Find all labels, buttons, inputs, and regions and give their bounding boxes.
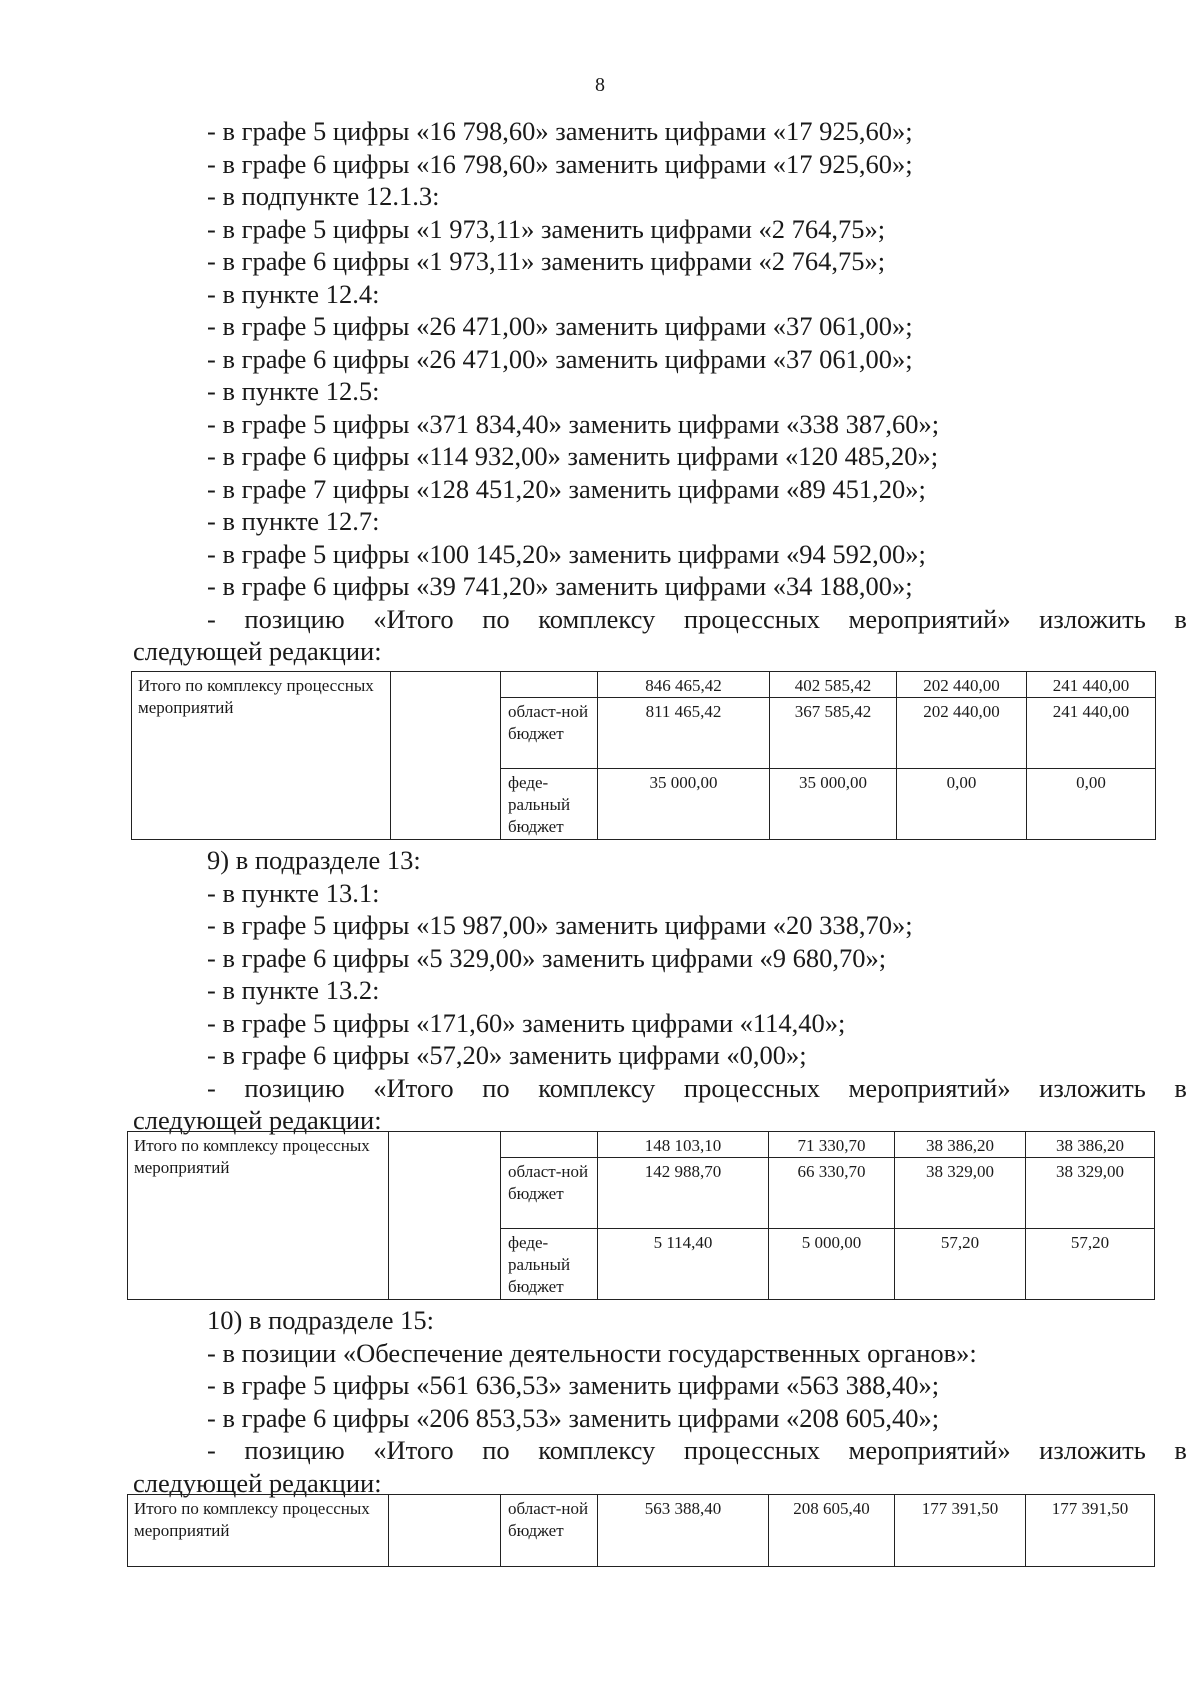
value-cell: 66 330,70 [769, 1158, 895, 1229]
value-cell: 57,20 [895, 1229, 1026, 1300]
source-cell: област-ной бюджет [501, 1495, 598, 1567]
amendment-line: - в графе 6 цифры «26 471,00» заменить цифрами «37 061,00»; [207, 343, 913, 374]
value-cell: 241 440,00 [1027, 672, 1156, 698]
value-cell: 0,00 [897, 769, 1027, 840]
amendment-line: - в графе 5 цифры «1 973,11» заменить цифрами «2 764,75»; [207, 213, 886, 244]
amendment-line: - в пункте 12.4: [207, 278, 380, 309]
position-phrase-continuation: следующей редакции: [133, 1105, 382, 1135]
position-phrase-continuation: следующей редакции: [133, 1467, 382, 1498]
position-phrase: - позицию «Итого по комплексу процессных мероприятий» изложить в [207, 1435, 1187, 1465]
value-cell: 241 440,00 [1027, 698, 1156, 769]
value-cell: 5 114,40 [598, 1229, 769, 1300]
label-cell: Итого по комплексу процессных мероприятий [128, 1495, 389, 1567]
amendment-line: - в графе 5 цифры «561 636,53» заменить цифрами «563 388,40»; [207, 1370, 940, 1400]
position-phrase-continuation: следующей редакции: [133, 636, 382, 666]
amendment-line: 10) в подразделе 15: [207, 1305, 434, 1335]
empty-cell [389, 1132, 501, 1300]
amendment-line: - в графе 7 цифры «128 451,20» заменить цифрами «89 451,20»; [207, 473, 926, 504]
amendment-list-12 [0, 115, 1200, 668]
amendment-list-13 [0, 844, 1200, 1137]
amendment-line: - в графе 6 цифры «39 741,20» заменить цифрами «34 188,00»; [207, 571, 913, 601]
value-cell: 38 329,00 [895, 1158, 1026, 1229]
value-cell: 177 391,50 [1026, 1495, 1155, 1567]
amendment-line: - в пункте 13.2: [207, 975, 380, 1005]
page-number: 8 [595, 74, 605, 96]
amendment-line: - в графе 5 цифры «100 145,20» заменить цифрами «94 592,00»; [207, 538, 926, 569]
amendment-line: - в позиции «Обеспечение деятельности государственных органов»: [207, 1337, 977, 1368]
source-cell: феде-ральный бюджет [501, 769, 598, 840]
source-cell: феде-ральный бюджет [501, 1229, 598, 1300]
totals-table-12 [131, 671, 1156, 840]
empty-cell [389, 1495, 501, 1567]
value-cell: 38 386,20 [1026, 1132, 1155, 1158]
amendment-line: - в графе 5 цифры «171,60» заменить цифрами «114,40»; [207, 1007, 846, 1038]
value-cell: 367 585,42 [770, 698, 897, 769]
amendment-line: - в графе 6 цифры «114 932,00» заменить цифрами «120 485,20»; [207, 441, 939, 471]
value-cell: 35 000,00 [598, 769, 770, 840]
amendment-line: - в подпункте 12.1.3: [207, 181, 440, 211]
value-cell: 202 440,00 [897, 672, 1027, 698]
amendment-line: - в графе 5 цифры «15 987,00» заменить цифрами «20 338,70»; [207, 910, 913, 940]
value-cell: 563 388,40 [598, 1495, 769, 1567]
value-cell: 38 386,20 [895, 1132, 1026, 1158]
value-cell: 846 465,42 [598, 672, 770, 698]
value-cell: 208 605,40 [769, 1495, 895, 1567]
value-cell: 142 988,70 [598, 1158, 769, 1229]
amendment-line: - в пункте 12.5: [207, 376, 380, 406]
amendment-line: - в графе 5 цифры «16 798,60» заменить цифрами «17 925,60»; [207, 116, 913, 146]
label-cell: Итого по комплексу процессных мероприятий [128, 1132, 389, 1300]
value-cell: 811 465,42 [598, 698, 770, 769]
empty-cell [391, 672, 501, 840]
value-cell: 0,00 [1027, 769, 1156, 840]
source-cell: област-ной бюджет [501, 1158, 598, 1229]
value-cell: 35 000,00 [770, 769, 897, 840]
amendment-line: - в графе 5 цифры «26 471,00» заменить цифрами «37 061,00»; [207, 311, 913, 341]
value-cell: 71 330,70 [769, 1132, 895, 1158]
amendment-list-15 [0, 1304, 1200, 1499]
value-cell: 202 440,00 [897, 698, 1027, 769]
value-cell: 38 329,00 [1026, 1158, 1155, 1229]
value-cell: 177 391,50 [895, 1495, 1026, 1567]
amendment-line: - в графе 6 цифры «5 329,00» заменить цифрами «9 680,70»; [207, 942, 887, 973]
value-cell: 148 103,10 [598, 1132, 769, 1158]
amendment-line: - в графе 6 цифры «16 798,60» заменить цифрами «17 925,60»; [207, 148, 913, 179]
amendment-line: - в графе 5 цифры «371 834,40» заменить цифрами «338 387,60»; [207, 408, 940, 439]
label-cell: Итого по комплексу процессных мероприятий [132, 672, 391, 840]
value-cell: 5 000,00 [769, 1229, 895, 1300]
amendment-line: - в графе 6 цифры «206 853,53» заменить цифрами «208 605,40»; [207, 1402, 940, 1433]
amendment-line: - в графе 6 цифры «1 973,11» заменить цифрами «2 764,75»; [207, 246, 886, 276]
amendment-line: - в графе 6 цифры «57,20» заменить цифрами «0,00»; [207, 1040, 807, 1070]
position-phrase: - позицию «Итого по комплексу процессных мероприятий» изложить в [207, 1072, 1187, 1103]
position-phrase: - позицию «Итого по комплексу процессных мероприятий» изложить в [207, 603, 1187, 634]
empty-cell [501, 672, 598, 698]
value-cell: 402 585,42 [770, 672, 897, 698]
amendment-line: - в пункте 12.7: [207, 506, 380, 536]
empty-cell [501, 1132, 598, 1158]
amendment-line: 9) в подразделе 13: [207, 845, 421, 875]
value-cell: 57,20 [1026, 1229, 1155, 1300]
totals-table-13 [127, 1131, 1155, 1300]
totals-table-15 [127, 1494, 1155, 1567]
source-cell: област-ной бюджет [501, 698, 598, 769]
amendment-line: - в пункте 13.1: [207, 877, 380, 908]
